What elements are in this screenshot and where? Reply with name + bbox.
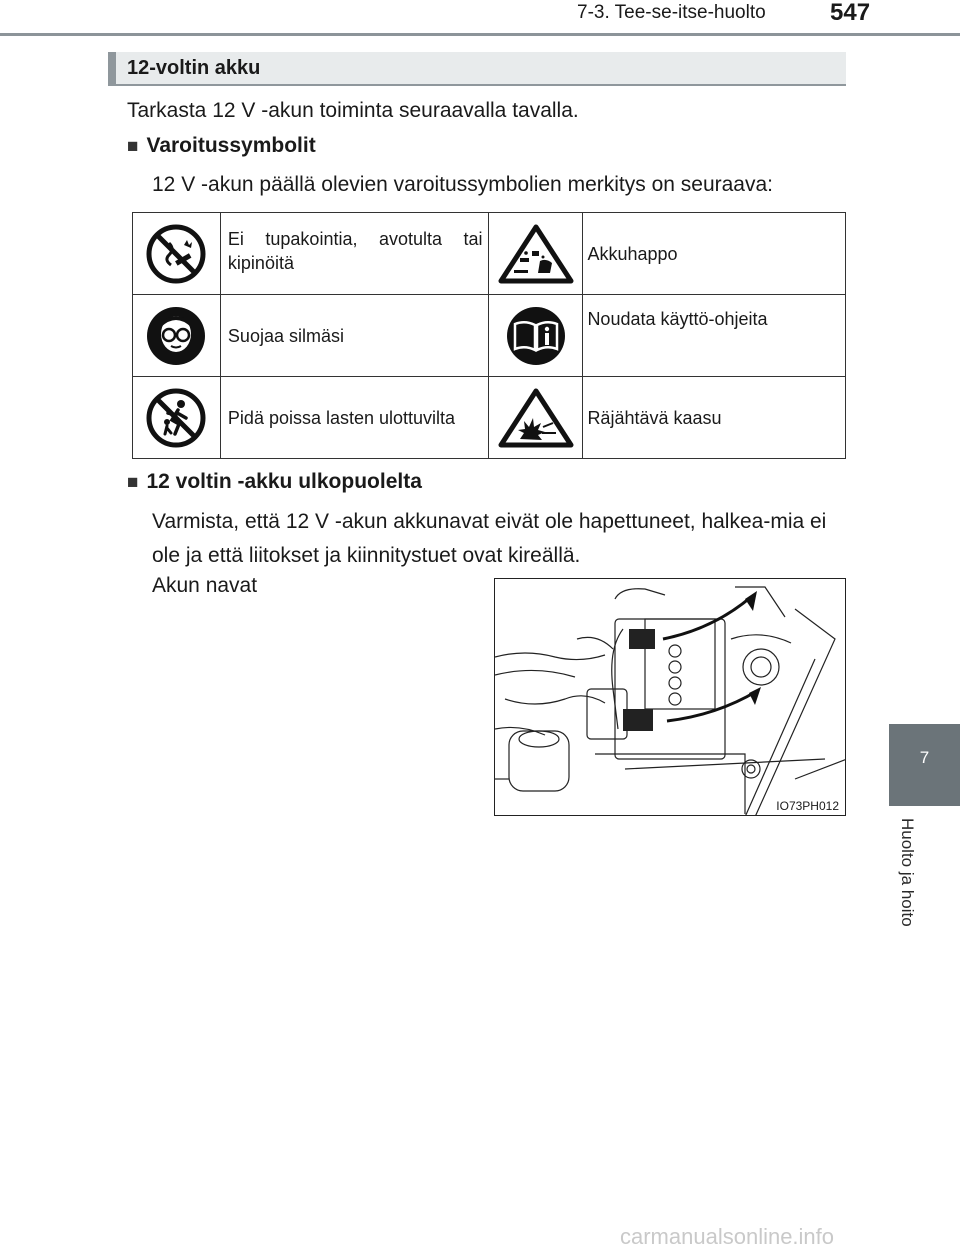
no-smoking-icon: [145, 223, 207, 285]
table-cell-icon: [489, 377, 583, 459]
eye-protection-icon: [145, 305, 207, 367]
warning-symbols-title: Varoitussymbolit: [146, 134, 316, 157]
warning-text-no-smoking: Ei tupakointia, avotulta tai kipinöitä: [220, 213, 489, 295]
section-heading-bar: [108, 52, 846, 86]
page-number: 547: [830, 0, 871, 26]
chapter-title: Huolto ja hoito: [898, 818, 917, 927]
warning-symbols-description: 12 V -akun päällä olevien varoitussymbolien merkitys on seuraava:: [152, 173, 773, 196]
exterior-heading: [127, 465, 422, 500]
warning-text-keep-away-children: Pidä poissa lasten ulottuvilta: [220, 377, 489, 459]
table-row: [133, 295, 846, 377]
bullet-square-icon: ■: [127, 136, 139, 157]
watermark: carmanualsonline.info: [620, 1224, 835, 1249]
chapter-tab: [889, 724, 960, 806]
keep-away-children-icon: [145, 387, 207, 449]
warning-text-battery-acid: Akkuhappo: [583, 213, 846, 295]
bullet-square-icon: ■: [127, 472, 139, 493]
chapter-number: 7: [919, 748, 930, 767]
warning-symbols-table: [132, 212, 846, 459]
engine-bay-illustration: [495, 579, 846, 816]
exterior-title: 12 voltin -akku ulkopuolelta: [146, 470, 422, 493]
table-row: [133, 377, 846, 459]
table-row: [133, 213, 846, 295]
table-cell-icon: [133, 213, 221, 295]
table-cell-icon: [133, 377, 221, 459]
battery-terminals-figure: [494, 578, 846, 816]
figure-caption: Akun navat: [152, 574, 258, 597]
exterior-description: Varmista, että 12 V -akun akkunavat eivät ole hapettuneet, halkea-mia ei ole ja että liitokset ja kiinnitystuet ovat kireällä.: [152, 510, 827, 567]
header-divider: [0, 33, 960, 36]
intro-paragraph: Tarkasta 12 V -akun toiminta seuraavalla tavalla.: [127, 99, 579, 122]
warning-symbols-heading: [127, 129, 316, 164]
warning-text-explosive-gas: Räjähtävä kaasu: [583, 377, 846, 459]
section-title: 12-voltin akku: [127, 57, 261, 79]
section-accent: [108, 52, 116, 84]
header-section-title: 7-3. Tee-se-itse-huolto: [577, 2, 766, 23]
warning-text-eye-protection: Suojaa silmäsi: [220, 295, 489, 377]
table-cell-icon: [489, 213, 583, 295]
table-cell-icon: [133, 295, 221, 377]
explosive-gas-icon: [498, 387, 574, 449]
table-cell-icon: [489, 295, 583, 377]
battery-acid-icon: [498, 223, 574, 285]
figure-code: IO73PH012: [776, 799, 839, 813]
warning-text-read-manual: Noudata käyttö-ohjeita: [583, 295, 846, 377]
read-manual-icon: [505, 305, 567, 367]
